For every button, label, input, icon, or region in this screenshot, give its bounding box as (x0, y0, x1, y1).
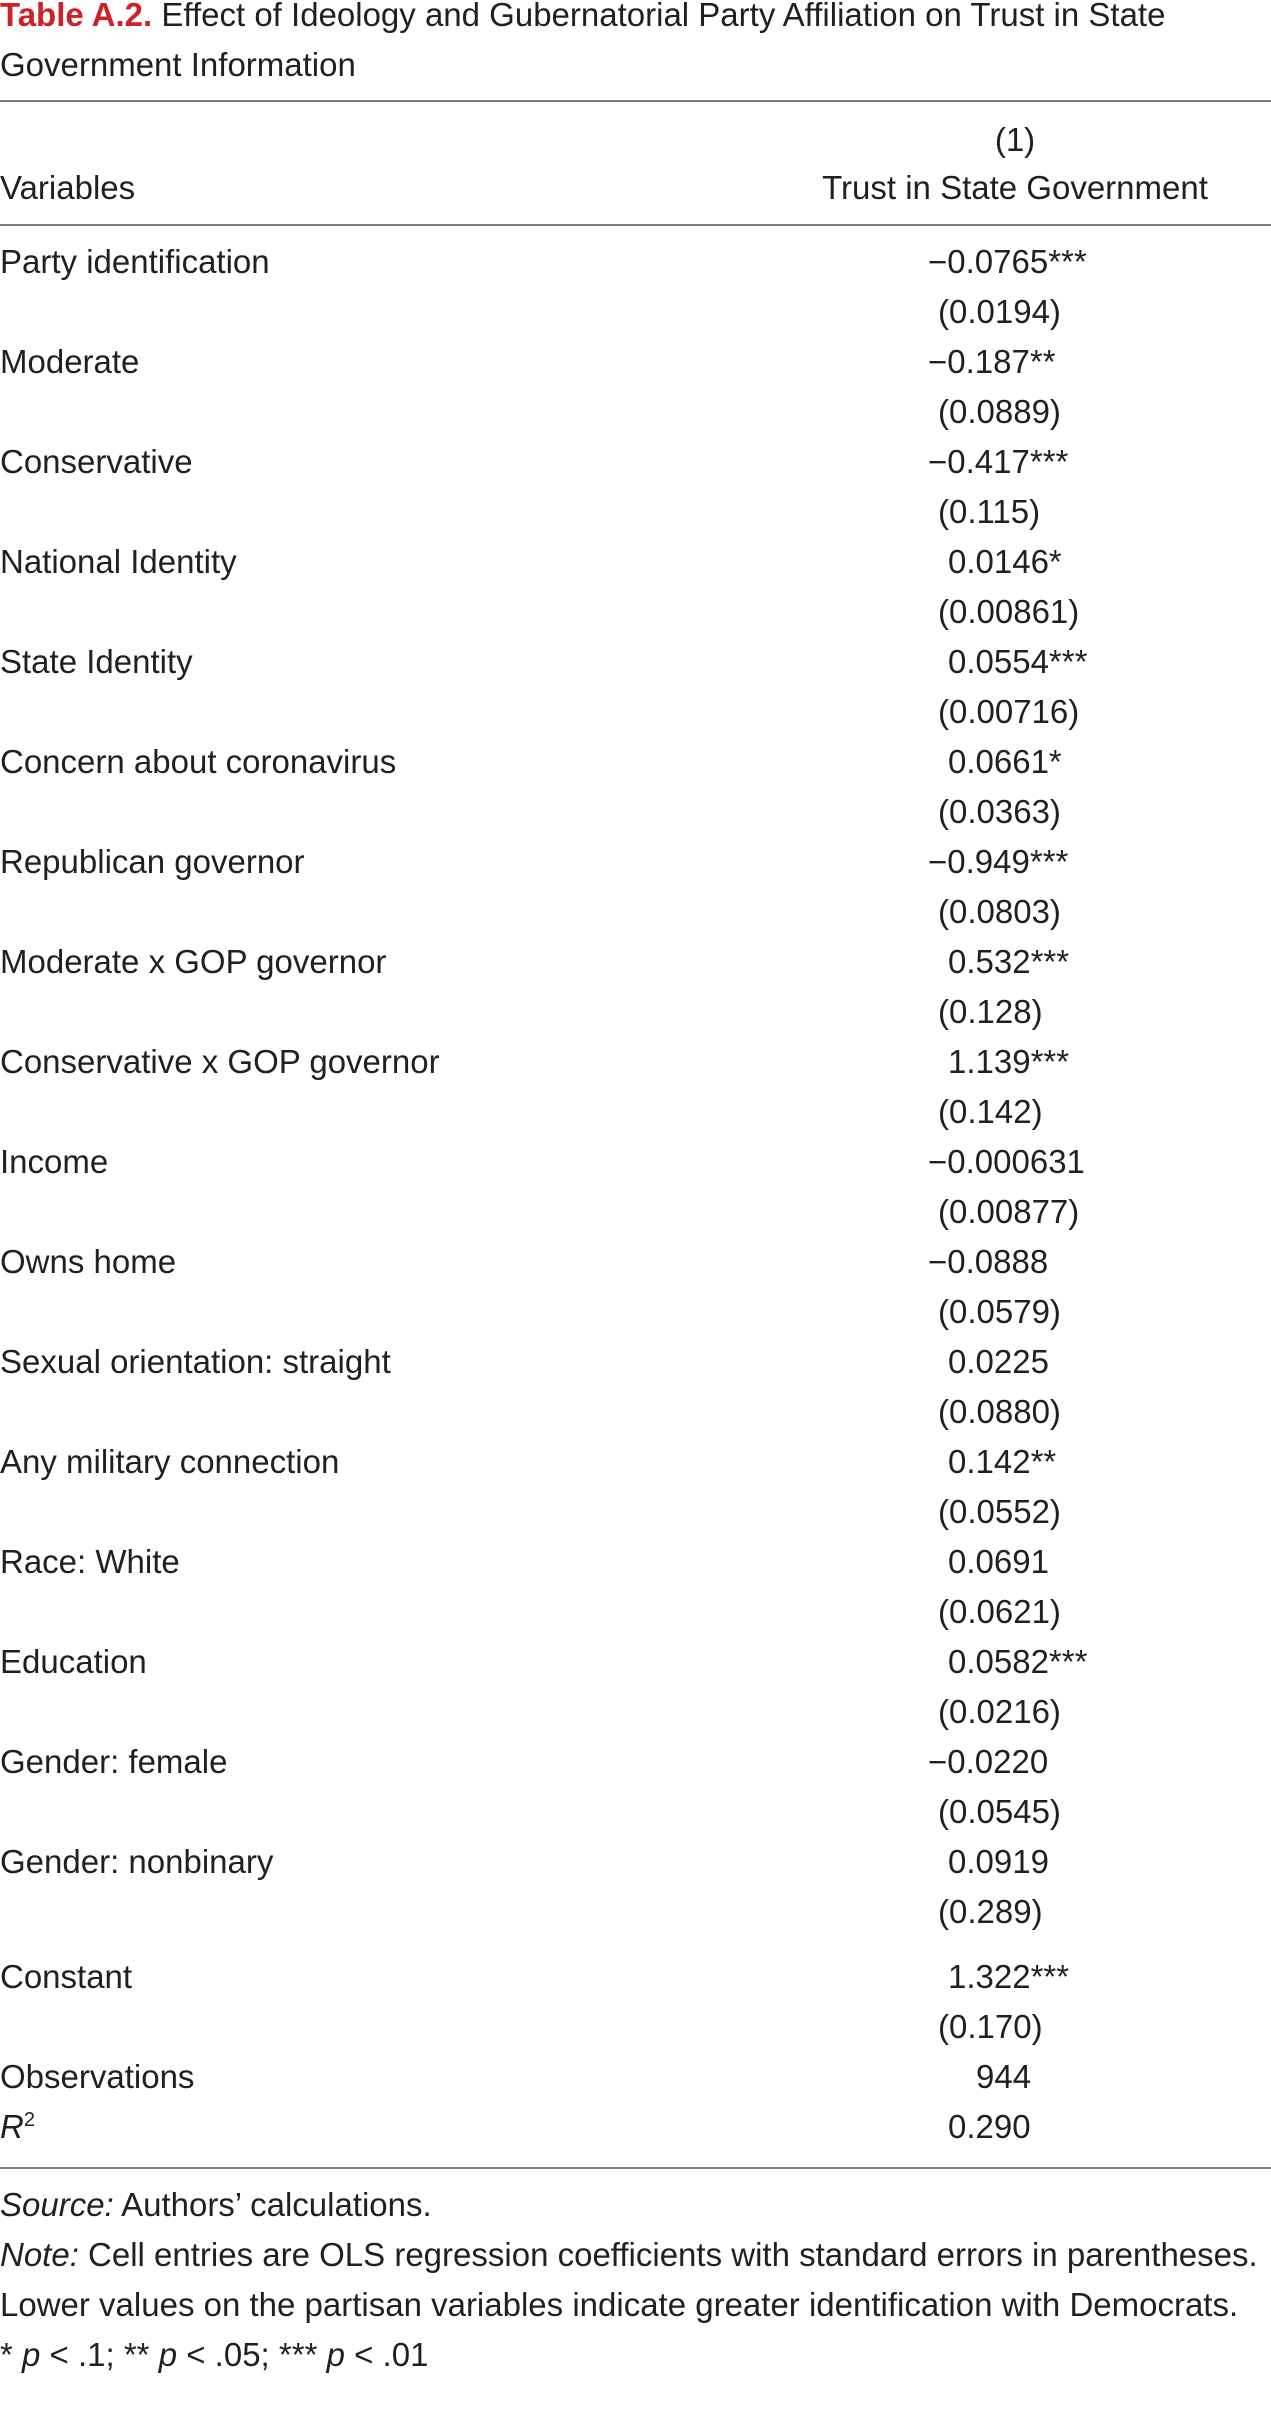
table-row: Gender: female −0.0220 (0, 1737, 1271, 1787)
variable-label: Observations (0, 2058, 195, 2095)
variables-heading: Variables (0, 169, 136, 206)
variable-label: Concern about coronavirus (0, 743, 397, 780)
table-row-se (0, 1787, 1271, 1837)
table-row-se (0, 1187, 1271, 1237)
significance-note (0, 2330, 1260, 2380)
table-row: Conservative −0.417*** (0, 437, 1271, 487)
table-row-se (0, 1387, 1271, 1437)
standard-error: (0.00716) (938, 693, 1080, 730)
coefficient: 1.139*** (948, 1043, 1070, 1080)
table-row-se (0, 1487, 1271, 1537)
source-label: Source: (0, 2186, 114, 2223)
variable-label: Education (0, 1643, 147, 1680)
table-row-se (0, 787, 1271, 837)
significance-text: * p < .1; ** p < .05; *** p < .01 (0, 2336, 429, 2373)
standard-error: (0.0621) (938, 1593, 1061, 1630)
variable-label: Sexual orientation: straight (0, 1343, 391, 1380)
standard-error: (0.142) (938, 1093, 1043, 1130)
table-row (0, 1637, 1271, 1687)
table-row (0, 537, 1271, 587)
table-row-se (0, 987, 1271, 1037)
table-row (0, 1837, 1271, 1887)
variable-label: National Identity (0, 543, 237, 580)
source-text: Authors’ calculations. (113, 2186, 432, 2223)
r-squared-row (0, 2102, 1271, 2152)
variable-label: Republican governor (0, 843, 305, 880)
table-row-se (0, 287, 1271, 337)
table-row-se (0, 887, 1271, 937)
table-caption (0, 0, 1260, 90)
variable-label: Income (0, 1143, 109, 1180)
constant-row-se (0, 2002, 1271, 2052)
r-squared-superscript: 2 (23, 2109, 35, 2131)
coefficient: 0.0919 (948, 1843, 1049, 1880)
note-label: Note: (0, 2236, 79, 2273)
constant-row (0, 1952, 1271, 2002)
variable-label: Owns home (0, 1243, 177, 1280)
table-row (0, 1537, 1271, 1587)
table-row-se (0, 1587, 1271, 1637)
coefficient: 0.142** (948, 1443, 1057, 1480)
top-rule (0, 100, 1271, 102)
observations-row (0, 2052, 1271, 2102)
coefficient: 0.0661* (948, 743, 1062, 780)
observations-value: 944 (976, 2058, 1032, 2095)
table-row: Moderate −0.187** (0, 337, 1271, 387)
variable-label: Moderate (0, 343, 140, 380)
r-squared-symbol: R (0, 2108, 24, 2145)
table-row: Party identification −0.0765*** (0, 237, 1271, 287)
standard-error: (0.0579) (938, 1293, 1061, 1330)
bottom-rule (0, 2167, 1271, 2169)
standard-error: (0.0545) (938, 1793, 1061, 1830)
table-row-se (0, 387, 1271, 437)
table-row-se (0, 1287, 1271, 1337)
variable-label: Race: White (0, 1543, 180, 1580)
table-notes (0, 2180, 1260, 2380)
table-row-se (0, 587, 1271, 637)
standard-error: (0.0216) (938, 1693, 1061, 1730)
coefficient: 0.0691 (948, 1543, 1049, 1580)
table-row: Owns home −0.0888 (0, 1237, 1271, 1287)
coefficient: 0.0225 (948, 1343, 1049, 1380)
header-rule (0, 224, 1271, 226)
table-row (0, 737, 1271, 787)
table-row-se (0, 1087, 1271, 1137)
coefficient: 0.0146* (948, 543, 1062, 580)
r-squared-value: 0.290 (948, 2108, 1031, 2145)
table-row-se (0, 1687, 1271, 1737)
table-row (0, 1337, 1271, 1387)
standard-error: (0.0880) (938, 1393, 1061, 1430)
standard-error: (0.170) (938, 2008, 1043, 2045)
table-title: Effect of Ideology and Gubernatorial Party Affiliation on Trust in State Government Information (0, 0, 1166, 83)
coefficient: 1.322*** (948, 1958, 1070, 1995)
source-note (0, 2180, 1260, 2230)
variable-label (0, 2102, 35, 2152)
coefficient: 0.532*** (948, 943, 1070, 980)
table-row (0, 1437, 1271, 1487)
standard-error: (0.115) (938, 493, 1041, 530)
standard-error: (0.00861) (938, 593, 1080, 630)
table-row: Republican governor −0.949*** (0, 837, 1271, 887)
table-row (0, 1037, 1271, 1087)
standard-error: (0.289) (938, 1893, 1043, 1930)
variable-label: Gender: female (0, 1743, 228, 1780)
coefficient: 0.0554*** (948, 643, 1088, 680)
column-number: (1) (994, 121, 1036, 158)
standard-error: (0.0889) (938, 393, 1061, 430)
table-label: Table A.2. (0, 0, 153, 33)
note-text: Cell entries are OLS regression coefficients with standard errors in parentheses. Lower values on the partisan variables indicate greater identification with Democrats. (0, 2236, 1258, 2323)
standard-error: (0.00877) (938, 1193, 1080, 1230)
note-text-paragraph (0, 2230, 1260, 2330)
table-row (0, 637, 1271, 687)
standard-error: (0.0803) (938, 893, 1061, 930)
variable-label: Constant (0, 1958, 133, 1995)
variable-label: Party identification (0, 243, 270, 280)
standard-error: (0.128) (938, 993, 1043, 1030)
variable-label: Any military connection (0, 1443, 340, 1480)
table-row: Income −0.000631 (0, 1137, 1271, 1187)
variable-label: Conservative x GOP governor (0, 1043, 440, 1080)
variable-label: Moderate x GOP governor (0, 943, 387, 980)
variable-label: Conservative (0, 443, 193, 480)
table-row-se (0, 687, 1271, 737)
variable-label: State Identity (0, 643, 193, 680)
table-row-se (0, 487, 1271, 537)
standard-error: (0.0552) (938, 1493, 1061, 1530)
table-row-se (0, 1887, 1271, 1937)
table-row (0, 937, 1271, 987)
column-heading: Trust in State Government (822, 169, 1208, 206)
variable-label: Gender: nonbinary (0, 1843, 274, 1880)
coefficient: 0.0582*** (948, 1643, 1088, 1680)
standard-error: (0.0194) (938, 293, 1061, 330)
standard-error: (0.0363) (938, 793, 1061, 830)
